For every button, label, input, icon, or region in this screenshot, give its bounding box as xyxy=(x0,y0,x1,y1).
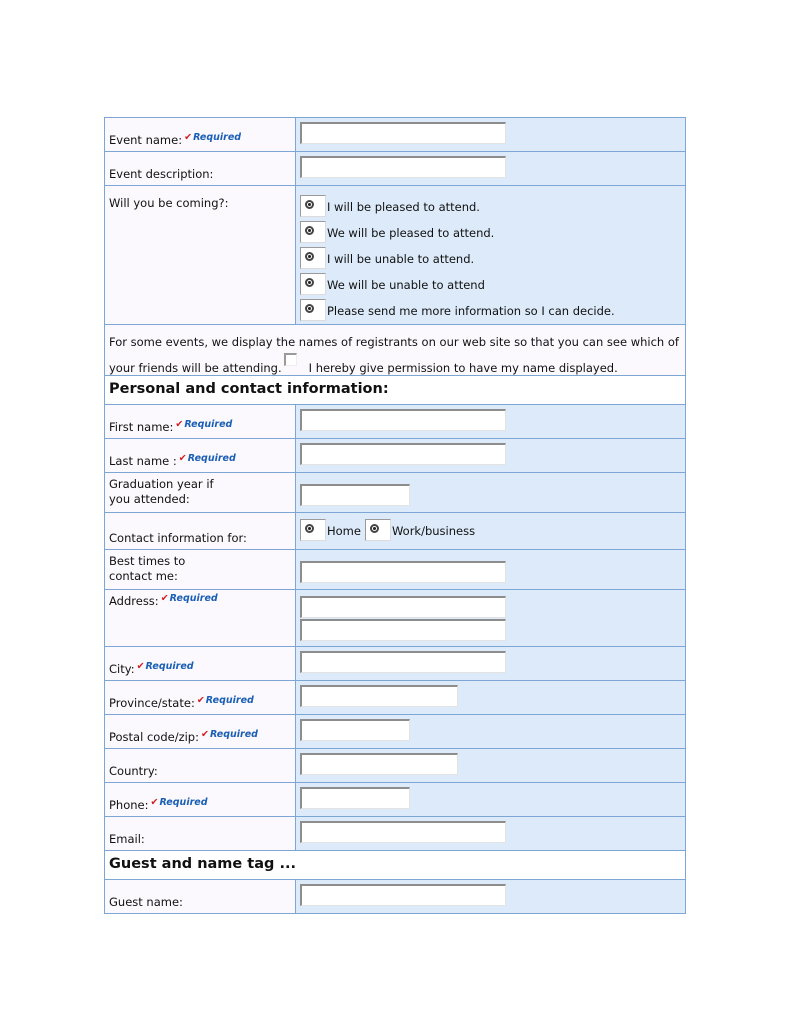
email-input[interactable] xyxy=(300,821,506,843)
work-radio[interactable] xyxy=(365,519,391,541)
check-icon: ✔ xyxy=(150,797,159,808)
first-name-label: First name: ✔Required xyxy=(105,405,296,438)
province-label: Province/state: ✔Required xyxy=(105,681,296,714)
last-name-label: Last name : ✔Required xyxy=(105,439,296,472)
attend-option-3[interactable]: I will be unable to attend. xyxy=(300,240,681,266)
row-attendance xyxy=(105,186,685,325)
check-icon: ✔ xyxy=(200,729,209,740)
check-icon: ✔ xyxy=(178,453,187,464)
permission-checkbox[interactable] xyxy=(284,353,297,366)
row-event-description xyxy=(105,152,685,186)
address-line-2-input[interactable] xyxy=(300,619,506,641)
row-graduation xyxy=(105,473,685,513)
required-marker: ✔Required xyxy=(184,132,242,143)
row-city xyxy=(105,647,685,681)
radio-button[interactable] xyxy=(300,273,326,295)
check-icon: ✔ xyxy=(136,661,145,672)
required-marker: ✔Required xyxy=(136,661,194,672)
city-label: City: ✔Required xyxy=(105,647,296,680)
graduation-label: Graduation year if you attended: xyxy=(105,473,296,512)
country-input[interactable] xyxy=(300,753,458,775)
row-last-name xyxy=(105,439,685,473)
postal-code-input[interactable] xyxy=(300,719,410,741)
row-first-name xyxy=(105,405,685,439)
required-marker: ✔Required xyxy=(150,797,208,808)
check-icon: ✔ xyxy=(160,593,169,604)
row-best-times xyxy=(105,550,685,590)
radio-button[interactable] xyxy=(300,221,326,243)
required-marker: ✔Required xyxy=(175,419,233,430)
permission-text: For some events, we display the names of registrants on our web site so that you can see which of your friends will be attending. I hereby give permission to have my name displayed. xyxy=(105,325,685,375)
row-province xyxy=(105,681,685,715)
section-personal xyxy=(105,376,685,405)
first-name-input[interactable] xyxy=(300,409,506,431)
row-phone xyxy=(105,783,685,817)
row-country xyxy=(105,749,685,783)
graduation-year-input[interactable] xyxy=(300,484,410,506)
phone-label: Phone: ✔Required xyxy=(105,783,296,816)
row-postal xyxy=(105,715,685,749)
required-marker: ✔Required xyxy=(178,453,236,464)
attend-option-4[interactable]: We will be unable to attend xyxy=(300,266,681,292)
permission-checkbox-label: I hereby give permission to have my name displayed. xyxy=(308,361,618,375)
attend-option-5[interactable]: Please send me more information so I can decide. xyxy=(300,292,681,318)
event-description-input[interactable] xyxy=(300,156,506,178)
address-label: Address: ✔Required xyxy=(105,590,296,646)
contact-for-label: Contact information for: xyxy=(105,513,296,549)
check-icon: ✔ xyxy=(175,419,184,430)
city-input[interactable] xyxy=(300,651,506,673)
row-event-name xyxy=(105,118,685,152)
event-description-label: Event description: xyxy=(105,152,296,185)
address-line-1-input[interactable] xyxy=(300,596,506,618)
radio-button[interactable] xyxy=(300,247,326,269)
home-radio[interactable] xyxy=(300,519,326,541)
postal-label: Postal code/zip: ✔Required xyxy=(105,715,296,748)
last-name-input[interactable] xyxy=(300,443,506,465)
attend-option-1[interactable]: I will be pleased to attend. xyxy=(300,188,681,214)
check-icon: ✔ xyxy=(196,695,205,706)
guest-name-label: Guest name: xyxy=(105,880,296,913)
required-marker: ✔Required xyxy=(196,695,254,706)
province-input[interactable] xyxy=(300,685,458,707)
required-marker: ✔Required xyxy=(200,729,258,740)
section-guest xyxy=(105,851,685,880)
row-address xyxy=(105,590,685,647)
attend-option-2[interactable]: We will be pleased to attend. xyxy=(300,214,681,240)
country-label: Country: xyxy=(105,749,296,782)
section-heading: Personal and contact information: xyxy=(105,376,685,404)
radio-button[interactable] xyxy=(300,195,326,217)
coming-label: Will you be coming?: xyxy=(105,186,296,324)
radio-button[interactable] xyxy=(300,299,326,321)
best-times-label: Best times to contact me: xyxy=(105,550,296,589)
row-guest-name xyxy=(105,880,685,913)
row-permission xyxy=(105,325,685,376)
guest-name-input[interactable] xyxy=(300,884,506,906)
event-name-label: Event name: ✔Required xyxy=(105,118,296,151)
registration-form xyxy=(104,117,686,914)
section-heading: Guest and name tag ... xyxy=(105,851,685,879)
row-contact-for: Contact information for: Home Work/business xyxy=(105,513,685,550)
row-email xyxy=(105,817,685,851)
phone-input[interactable] xyxy=(300,787,410,809)
email-label: Email: xyxy=(105,817,296,850)
check-icon: ✔ xyxy=(184,132,193,143)
event-name-input[interactable] xyxy=(300,122,506,144)
best-times-input[interactable] xyxy=(300,561,506,583)
required-marker: ✔Required xyxy=(160,593,218,604)
